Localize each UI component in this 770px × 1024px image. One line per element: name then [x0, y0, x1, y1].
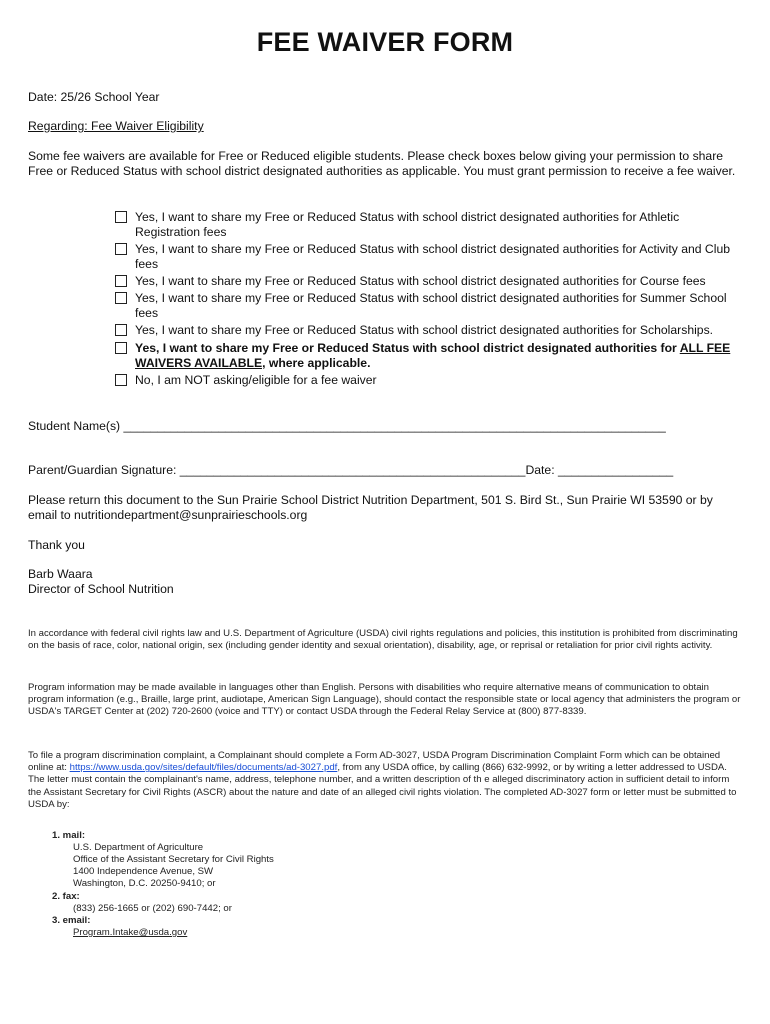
option-course[interactable] [115, 274, 740, 289]
checkbox[interactable] [115, 292, 127, 304]
option-label: Yes, I want to share my Free or Reduced Status with school district designated authorities for Athletic Registration fees [135, 210, 680, 239]
regarding-line: Regarding: Fee Waiver Eligibility [28, 119, 204, 133]
option-all-prefix: Yes, I want to share my Free or Reduced Status with school district designated authorities for [135, 341, 680, 355]
signer-name: Barb Waara [28, 567, 93, 581]
return-instructions: Please return this document to the Sun Prairie School District Nutrition Department, 501 S. Bird St., Sun Prairie WI 53590 or by email to nutritiondepartment@sunprairieschools.org [28, 493, 713, 522]
option-label: Yes, I want to share my Free or Reduced Status with school district designated authorities for Summer School fees [135, 291, 727, 320]
fax-label: 2. fax: [52, 891, 80, 902]
option-all-underlined: ALL FEE WAIVERS AVAILABLE, [135, 341, 731, 370]
date-line: Date: 25/26 School Year [28, 90, 160, 104]
option-label: No, I am NOT asking/eligible for a fee waiver [135, 373, 377, 387]
option-all-suffix: where applicable. [265, 356, 371, 370]
option-not-eligible[interactable] [115, 373, 740, 388]
mail-line: 1400 Independence Avenue, SW [73, 866, 214, 877]
mail-label: 1. mail: [52, 830, 86, 841]
option-label: Yes, I want to share my Free or Reduced Status with school district designated authorities for Course fees [135, 274, 706, 288]
civil-rights-statement: In accordance with federal civil rights law and U.S. Department of Agriculture (USDA) civil rights regulations and policies, this institution is prohibited from discriminating on the basis of race, color, national origin, sex (including gender identity and sexual orientation), disability, age, or reprisal or retaliation for prior civil rights activity. [28, 628, 738, 652]
mail-line: Washington, D.C. 20250-9410; or [73, 878, 216, 889]
complaint-text: To file a program discrimination complaint, a Complainant should complete a Form AD-3027, USDA Program Discrimination Complaint Form which can be obtained online at: [28, 750, 721, 774]
option-summer-school[interactable] [115, 291, 740, 321]
mail-line: U.S. Department of Agriculture [73, 842, 204, 853]
mail-line: Office of the Assistant Secretary for Civil Rights [73, 854, 274, 865]
form-title: FEE WAIVER FORM [256, 27, 514, 57]
checkbox[interactable] [115, 211, 127, 223]
complaint-form-link[interactable]: https://www.usda.gov/sites/default/files/documents/ad-3027.pdf [69, 762, 338, 774]
option-label [135, 341, 733, 371]
option-label: Yes, I want to share my Free or Reduced Status with school district designated authorities for Scholarships. [135, 323, 714, 337]
checkbox[interactable] [115, 374, 127, 386]
checkbox[interactable] [115, 342, 127, 354]
option-activity-club[interactable] [115, 242, 740, 272]
option-scholarships[interactable] [115, 323, 740, 338]
student-name-line: Student Name(s) ________________________________________________________________________________ [28, 419, 666, 433]
checkbox[interactable] [115, 243, 127, 255]
signer-title: Director of School Nutrition [28, 582, 174, 596]
complaint-paragraph [28, 750, 744, 811]
option-all-fees[interactable] [115, 341, 740, 371]
email-link[interactable]: Program.Intake@usda.gov [73, 927, 188, 938]
checkbox[interactable] [115, 324, 127, 336]
complaint-text-cont: , from any USDA office, by calling (866) 632-9992, or by writing a letter addressed to USDA. The letter must contain the complainant's name, address, telephone number, and a written description of th e alleged discriminatory action in sufficient detail to inform the Assistant Secretary for Civil Rights (ASCR) about the nature and date of an alleged civil rights violation. The completed AD-3027 form or letter must be submitted to USDA by: [28, 762, 737, 810]
checkbox[interactable] [115, 275, 127, 287]
option-label: Yes, I want to share my Free or Reduced Status with school district designated authorities for Activity and Club fees [135, 242, 731, 271]
email-label: 3. email: [52, 915, 91, 926]
option-athletic[interactable] [115, 210, 740, 240]
program-information: Program information may be made available in languages other than English. Persons with disabilities who require alternative means of communication to obtain program information (e.g., Braille, large print, audiotape, American Sign Language), should contact the responsible state or local agency that administers the program or USDA's TARGET Center at (202) 720-2600 (voice and TTY) or contact USDA through the Federal Relay Service at (800) 877-8339. [28, 682, 741, 718]
signature-line: Parent/Guardian Signature: ___________________________________________________Date: _________________ [28, 463, 674, 477]
intro-paragraph: Some fee waivers are available for Free or Reduced eligible students. Please check boxes below giving your permission to share Free or Reduced Status with school district designated authorities as applicable. You must grant permission to receive a fee waiver. [28, 149, 736, 178]
fax-line: (833) 256-1665 or (202) 690-7442; or [73, 903, 232, 914]
thank-you: Thank you [28, 538, 85, 552]
